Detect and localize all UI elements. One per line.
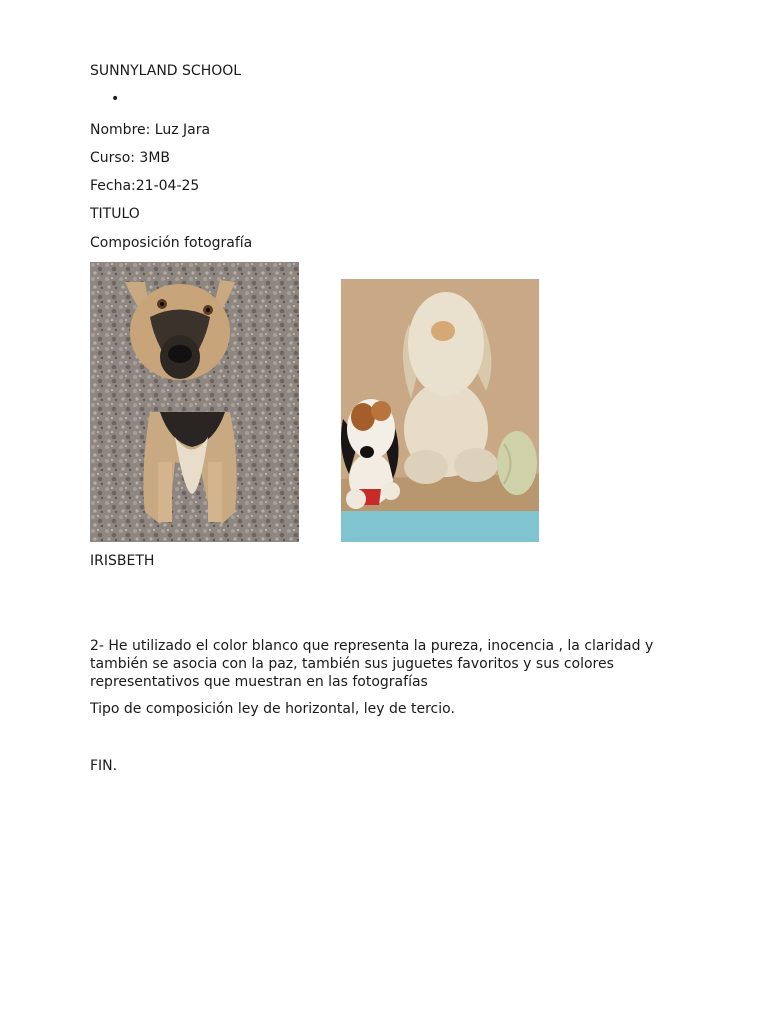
- document-title: Composición fotografía: [90, 235, 253, 251]
- dog-photo: [90, 262, 299, 542]
- photo-caption: IRISBETH: [90, 553, 155, 569]
- title-heading: TITULO: [90, 206, 140, 222]
- toys-photo: [341, 279, 539, 542]
- student-name: Nombre: Luz Jara: [90, 122, 211, 138]
- composition-type: Tipo de composición ley de horizontal, ley de tercio.: [90, 701, 455, 717]
- explanation-paragraph: 2- He utilizado el color blanco que representa la pureza, inocencia , la claridad y también se asocia con la paz, también sus juguetes favoritos y sus colores representativos que muestran en las fotografías: [90, 638, 654, 690]
- bullet-point: •: [111, 91, 120, 107]
- school-name: SUNNYLAND SCHOOL: [90, 63, 242, 79]
- date-label: Fecha:21-04-25: [90, 178, 200, 194]
- course-label: Curso: 3MB: [90, 150, 171, 166]
- document-end: FIN.: [90, 758, 118, 774]
